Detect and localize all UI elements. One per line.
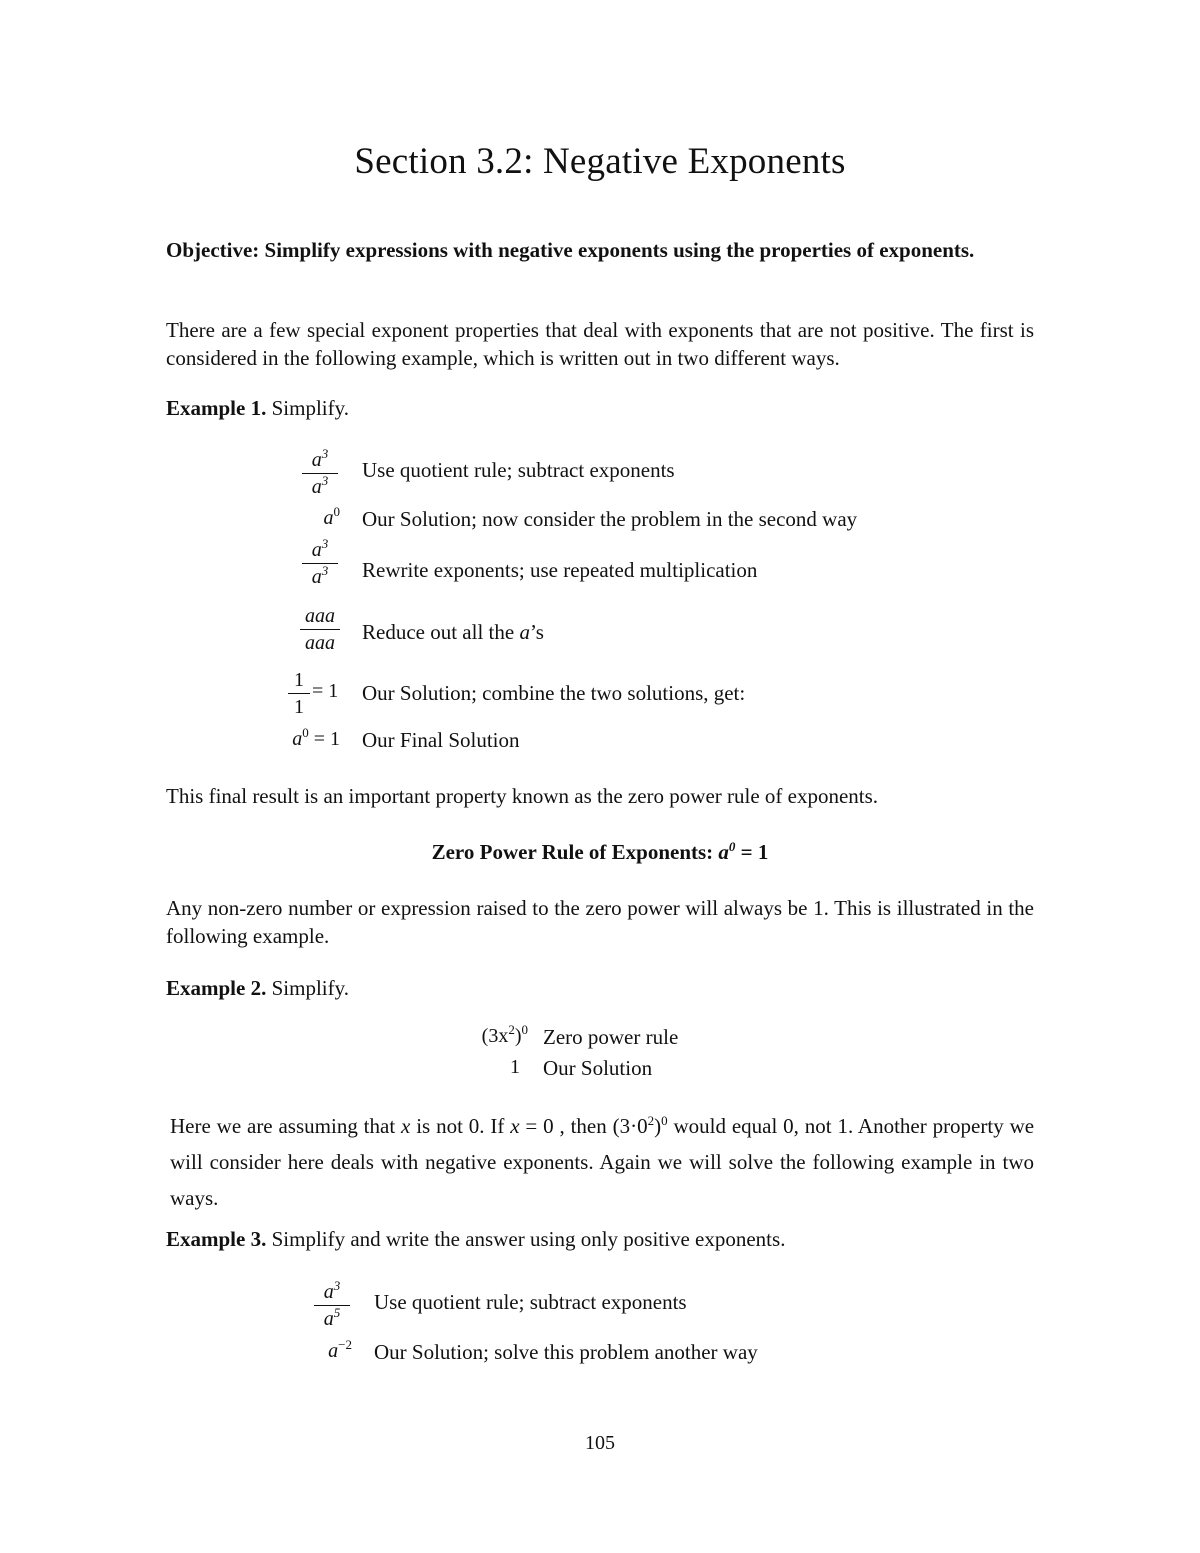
fraction-aaa-over-aaa: aaa aaa xyxy=(298,604,342,655)
expression-1: 1 xyxy=(510,1056,520,1078)
example-2-label: Example 2. xyxy=(166,976,267,1000)
step-description: Use quotient rule; subtract exponents xyxy=(374,1290,687,1314)
fraction-a3-over-a5: $a^3$ $a^5$ xyxy=(312,1280,352,1331)
step-description: Our Solution; solve this problem another way xyxy=(374,1340,758,1364)
example-2-instruction: Simplify. xyxy=(271,976,349,1000)
assumption-paragraph: Here we are assuming that x is not 0. If x = 0 , then $(3\cdot 0^2)^0$ would equal 0, not 1. Another property we will consider here deals with negative exponents. Again we will solve the following example in two ways. xyxy=(170,1113,1035,1210)
step-description: Zero power rule xyxy=(543,1025,679,1049)
zero-power-rule: Zero Power Rule of Exponents: $a^0 = 1$ xyxy=(431,839,769,864)
page-title: Section 3.2: Negative Exponents xyxy=(354,141,846,182)
page-number: 105 xyxy=(585,1432,615,1454)
example-3-label: Example 3. xyxy=(166,1227,267,1251)
step-description: Our Solution xyxy=(543,1056,653,1080)
step-description: Our Final Solution xyxy=(362,728,520,752)
rule-explanation: Any non-zero number or expression raised to the zero power will always be 1. This is illustrated in the following example. xyxy=(166,896,1034,948)
step-description: Our Solution; now consider the problem in the second way xyxy=(362,507,858,531)
fraction-a3-over-a3: $a^3$ $a^3$ xyxy=(300,538,340,589)
step-description: Rewrite exponents; use repeated multiplication xyxy=(362,558,758,582)
step-description: Reduce out all the a’s xyxy=(362,620,544,644)
step-description: Our Solution; combine the two solutions, get: xyxy=(362,681,746,705)
after-example-1: This final result is an important property known as the zero power rule of exponents. xyxy=(166,784,879,808)
intro-paragraph: There are a few special exponent properties that deal with exponents that are not positive. The first is considered in the following example, which is written out in two different ways. xyxy=(166,318,1034,370)
expression-a0: $a^0$ xyxy=(323,504,340,529)
expression-a0-equals-1: $a^0 = 1$ xyxy=(292,725,340,750)
fraction-a3-over-a3: $a^3$ $a^3$ xyxy=(300,448,340,499)
equals-one: = 1 xyxy=(312,680,339,702)
example-3-heading xyxy=(166,1225,1034,1253)
fraction-1-over-1: 1 1 xyxy=(286,668,312,719)
example-1-label: Example 1. xyxy=(166,396,267,420)
example-3-instruction: Simplify and write the answer using only positive exponents. xyxy=(271,1227,786,1251)
example-1-instruction: Simplify. xyxy=(271,396,349,420)
example-1-heading xyxy=(166,394,1034,422)
step-description: Use quotient rule; subtract exponents xyxy=(362,458,675,482)
expression-a-neg2: $a^{-2}$ xyxy=(328,1337,352,1362)
objective: Objective: Simplify expressions with negative exponents using the properties of exponents. xyxy=(166,238,975,262)
expression-3x2-power-0: $(3x^2)^0$ xyxy=(481,1022,528,1047)
example-2-heading xyxy=(166,974,1034,1002)
